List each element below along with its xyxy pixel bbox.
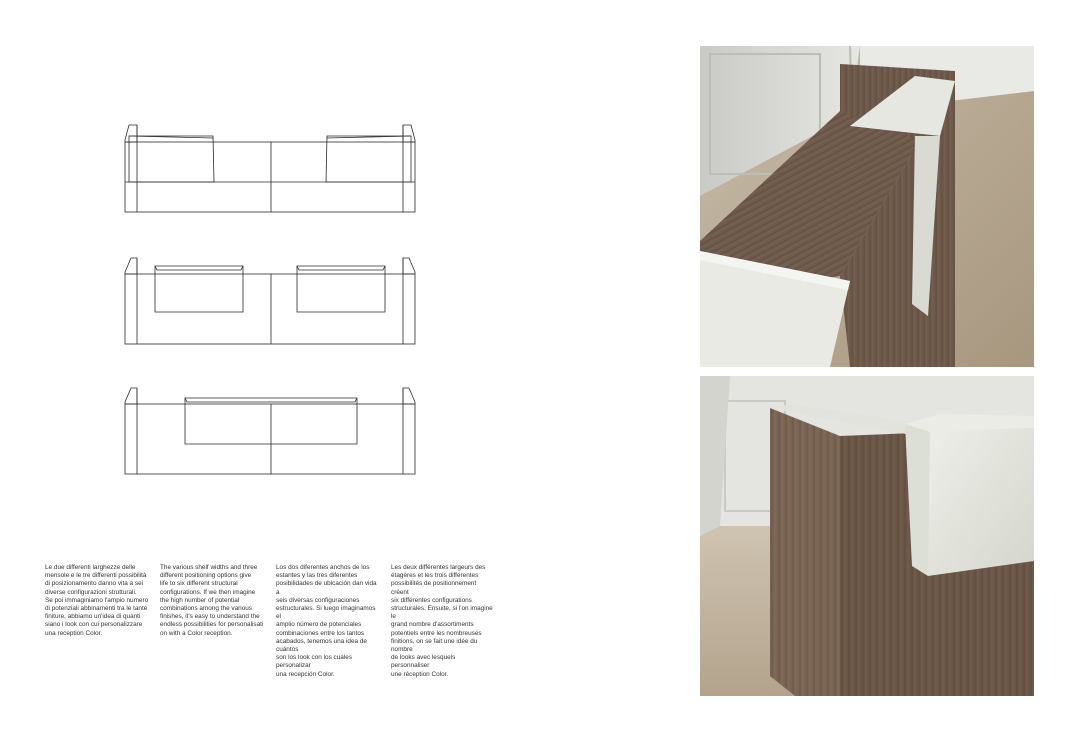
config-drawing-shelves-center [115, 250, 425, 360]
reception-desk-photo-bottom [700, 376, 1034, 696]
description-italian: Le due differenti larghezze delle mensole e le tre differenti possibilità di posizionamento danno vita a sei diverse configurazioni strutturali. Se poi immaginiamo l'ampio numero di potenziali abbinamenti tra le tante finiture, abbiamo un'idea di quanti siano i look con cui personalizzare una reception Color. [45, 564, 149, 637]
config-drawing-shelves-at-ends [115, 118, 425, 228]
description-spanish: Los dos diferentes anchos de los estantes y las tres diferentes posibilidades de ubicación dan vida a seis diversas configuraciones estructurales. Si luego imaginamos el amplio número de potenciales combinaciones entre los tantos acabados, tenemos una idea de cuántos son los look con los cuales personalizar una recepción Color. [276, 564, 377, 678]
reception-desk-photo-top [700, 46, 1034, 367]
description-english: The various shelf widths and three different positioning options give life to six different structural configurations. If we then imagine the high number of potential combinations among the various finishes, it's easy to understand the endless possibilities for personalisati on with a Color reception. [160, 564, 264, 637]
config-drawing-continuous-shelf [115, 380, 425, 490]
description-french: Les deux différentes largeurs des étagères et les trois différentes possibilités de positionnement créent six différentes configurations structurales. Ensuite, si l'on imagine le grand nombre d'assortiments potentiels entre les nombreuses finitions, on se fait une idée du nombre de looks avec lesquels personnaliser une réception Color. [391, 564, 493, 678]
